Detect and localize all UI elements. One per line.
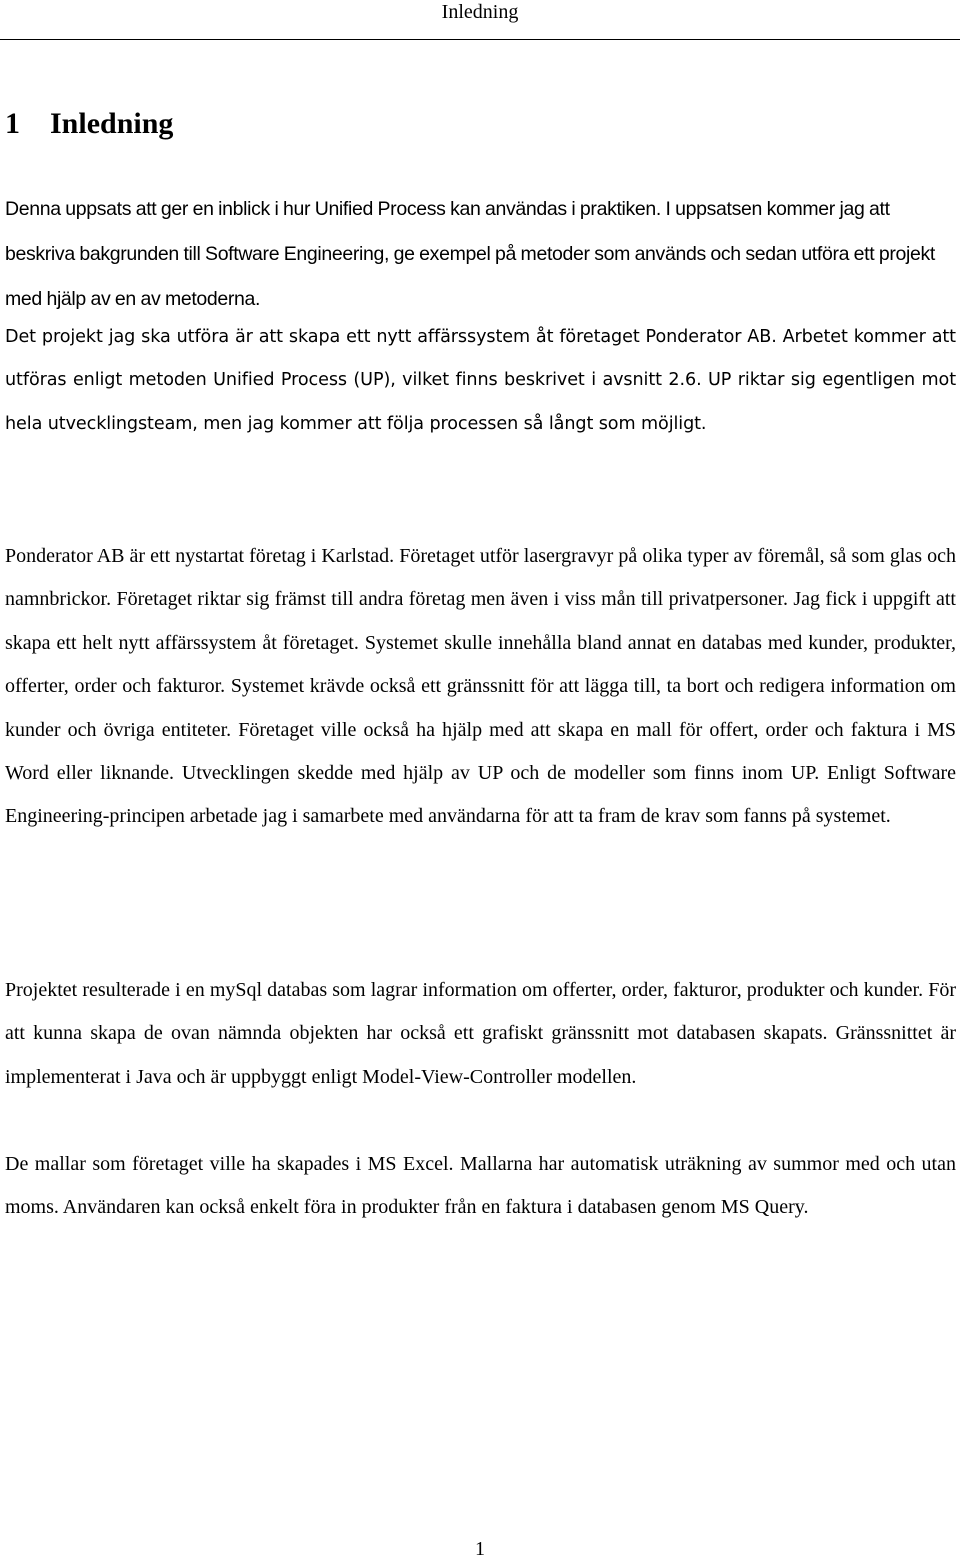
intro-paragraph-3 <box>5 969 956 1099</box>
chapter-title: Inledning <box>50 107 174 140</box>
paragraph-text: Det projekt jag ska utföra är att skapa ett nytt affärssystem åt företaget Ponderator AB. Arbetet kommer att utföras enligt metoden Unified Process (UP), vilket finns beskrivet i avsnitt 2.6. UP riktar sig egentligen mot hela utvecklingsteam, men jag kommer att följa processen så långt som möjligt. <box>5 327 956 434</box>
page-number: 1 <box>475 1538 485 1560</box>
paragraph-text: Denna uppsats att ger en inblick i hur Unified Process kan användas i praktiken. I uppsatsen kommer jag att beskriva bakgrunden till Software Engineering, ge exempel på metoder som används och sedan utföra ett projekt med hjälp av en av metoderna. <box>5 198 935 310</box>
intro-paragraph-1b <box>5 316 956 446</box>
paragraph-text: De mallar som företaget ville ha skapades i MS Excel. Mallarna har automatisk uträkning av summor med och utan moms. Användaren kan också enkelt föra in produkter från en faktura i databasen genom MS Query. <box>5 1153 956 1219</box>
running-header <box>0 0 960 40</box>
paragraph-text: Projektet resulterade i en mySql databas som lagrar information om offerter, order, fakturor, produkter och kunder. För att kunna skapa de ovan nämnda objekten har också ett grafiskt gränssnitt mot databasen skapats. Gränssnittet är implementerat i Java och är uppbyggt enligt Model-View-Controller modellen. <box>5 979 956 1088</box>
paragraph-text: Ponderator AB är ett nystartat företag i Karlstad. Företaget utför lasergravyr på olika typer av föremål, så som glas och namnbrickor. Företaget riktar sig främst till andra företag men även i viss mån till privatpersoner. Jag fick i uppgift att skapa ett helt nytt affärssystem åt företaget. Systemet skulle innehålla bland annat en databas med kunder, produkter, offerter, order och fakturor. Systemet krävde också ett gränssnitt för att lägga till, ta bort och redigera information om kunder och övriga entiteter. Företaget ville också ha hjälp med att skapa en mall för offert, order och faktura i MS Word eller liknande. Utvecklingen skedde med hjälp av UP och de modeller som finns inom UP. Enligt Software Engineering-principen arbetade jag i samarbete med användarna för att ta fram de krav som fanns på systemet. <box>5 545 956 828</box>
running-header-title: Inledning <box>441 1 519 23</box>
chapter-number: 1 <box>5 107 20 140</box>
intro-paragraph-2 <box>5 535 956 839</box>
intro-paragraph-4 <box>5 1143 956 1230</box>
chapter-heading <box>5 104 173 144</box>
intro-paragraph-1a <box>5 187 956 322</box>
